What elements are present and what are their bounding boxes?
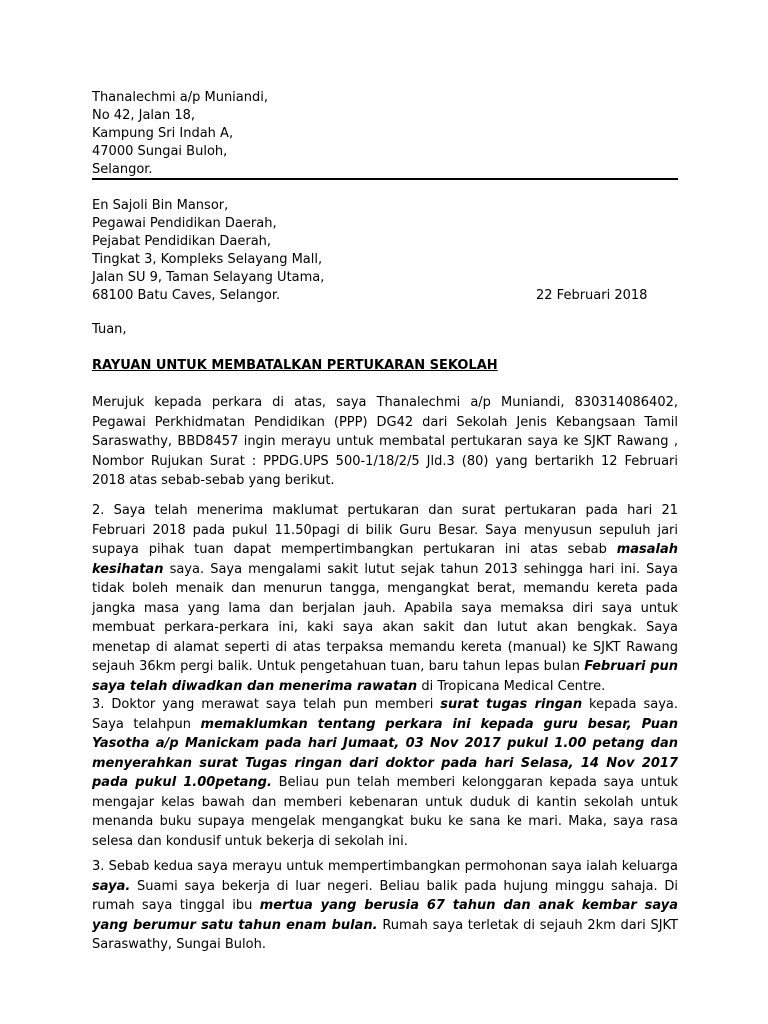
sender-address-line: No 42, Jalan 18, [92, 108, 196, 123]
sender-address-line: Selangor. [92, 162, 153, 177]
paragraph-text: 3. Sebab kedua saya merayu untuk mempertimbangkan permohonan saya ialah keluarga [92, 859, 678, 874]
paragraph-text: 2. Saya telah menerima maklumat pertukaran dan surat pertukaran pada hari 21 Februari 2018 pada pukul 11.50pagi di bilik Guru Besar. Saya menyusun sepuluh jari supaya pihak tuan dapat mempertimbangkan pertukaran ini atas sebab [92, 503, 678, 557]
paragraph-text: saya. Saya mengalami sakit lutut sejak tahun 2013 sehingga hari ini. Saya tidak boleh menaik dan menurun tangga, mengangkat berat, memandu kereta pada jangka masa yang lama dan berjalan jauh. Apabila saya memaksa diri saya untuk membuat perkara-perkara ini, kaki saya akan sakit dan lutut akan bengkak. Saya menetap di alamat seperti di atas terpaksa memandu kereta (manual) ke SJKT Rawang sejauh 36km pergi balik. Untuk pengetahuan tuan, baru tahun lepas bulan [92, 561, 678, 674]
salutation: Tuan, [92, 322, 127, 337]
emphasis-text: masalah kesihatan [92, 542, 678, 577]
recipient-address-line: Jalan SU 9, Taman Selayang Utama, [92, 270, 325, 285]
recipient-address-line: Pejabat Pendidikan Daerah, [92, 234, 272, 249]
paragraph-text: Beliau pun telah memberi kelonggaran kepada saya untuk mengajar kelas bawah dan memberi kebenaran untuk duduk di kantin sekolah untuk menanda buku supaya mengelak mengangkat buku ke sana ke mari. Maka, saya rasa selesa dan kondusif untuk bekerja di sekolah ini. [92, 775, 678, 849]
emphasis-text: memaklumkan tentang perkara ini kepada guru besar, Puan Yasotha a/p Manickam pada hari Jumaat, 03 Nov 2017 pukul 1.00 petang dan menyerahkan surat Tugas ringan dari doktor pada hari Selasa, 14 Nov 2017 pada pukul 1.00petang. [92, 716, 678, 790]
body-paragraph-4 [92, 857, 678, 955]
letter-subject: RAYUAN UNTUK MEMBATALKAN PERTUKARAN SEKOLAH [92, 358, 498, 373]
body-paragraph-1 [92, 393, 678, 491]
paragraph-text: 3. Doktor yang merawat saya telah pun memberi [92, 697, 441, 712]
sender-name: Thanalechmi a/p Muniandi, [92, 90, 268, 105]
paragraph-text: kepada saya. Saya telahpun [92, 697, 679, 732]
emphasis-text: mertua yang berusia 67 tahun dan anak kembar saya yang berumur satu tahun enam bulan. [92, 898, 679, 933]
letter-date: 22 Februari 2018 [536, 288, 648, 303]
paragraph-text: Rumah saya terletak di sejauh 2km dari SJKT Saraswathy, Sungai Buloh. [92, 917, 678, 952]
recipient-name: En Sajoli Bin Mansor, [92, 198, 229, 213]
recipient-address-line: Pegawai Pendidikan Daerah, [92, 216, 277, 231]
recipient-address-line: Tingkat 3, Kompleks Selayang Mall, [92, 252, 323, 267]
paragraph-text: Merujuk kepada perkara di atas, saya Thanalechmi a/p Muniandi, 830314086402, Pegawai Perkhidmatan Pendidikan (PPP) DG42 dari Sekolah Jenis Kebangsaan Tamil Saraswathy, BBD8457 ingin merayu untuk membatal pertukaran saya ke SJKT Rawang , Nombor Rujukan Surat : PPDG.UPS 500-1/18/2/5 Jld.3 (80) yang bertarikh 12 Februari 2018 atas sebab-sebab yang berikut. [92, 395, 678, 488]
body-paragraph-3 [92, 695, 678, 851]
header-divider [92, 178, 678, 180]
sender-address-line: 47000 Sungai Buloh, [92, 144, 228, 159]
sender-address-line: Kampung Sri Indah A, [92, 126, 234, 141]
recipient-address-line: 68100 Batu Caves, Selangor. [92, 288, 281, 303]
body-paragraph-2 [92, 501, 678, 696]
emphasis-text: Februari pun saya telah diwadkan dan menerima rawatan [92, 659, 679, 694]
paragraph-text: Suami saya bekerja di luar negeri. Beliau balik pada hujung minggu sahaja. Di rumah saya tinggal ibu [92, 878, 678, 913]
paragraph-text: di Tropicana Medical Centre. [417, 678, 606, 694]
emphasis-text: surat tugas ringan [440, 697, 583, 712]
emphasis-text: saya. [92, 878, 131, 894]
